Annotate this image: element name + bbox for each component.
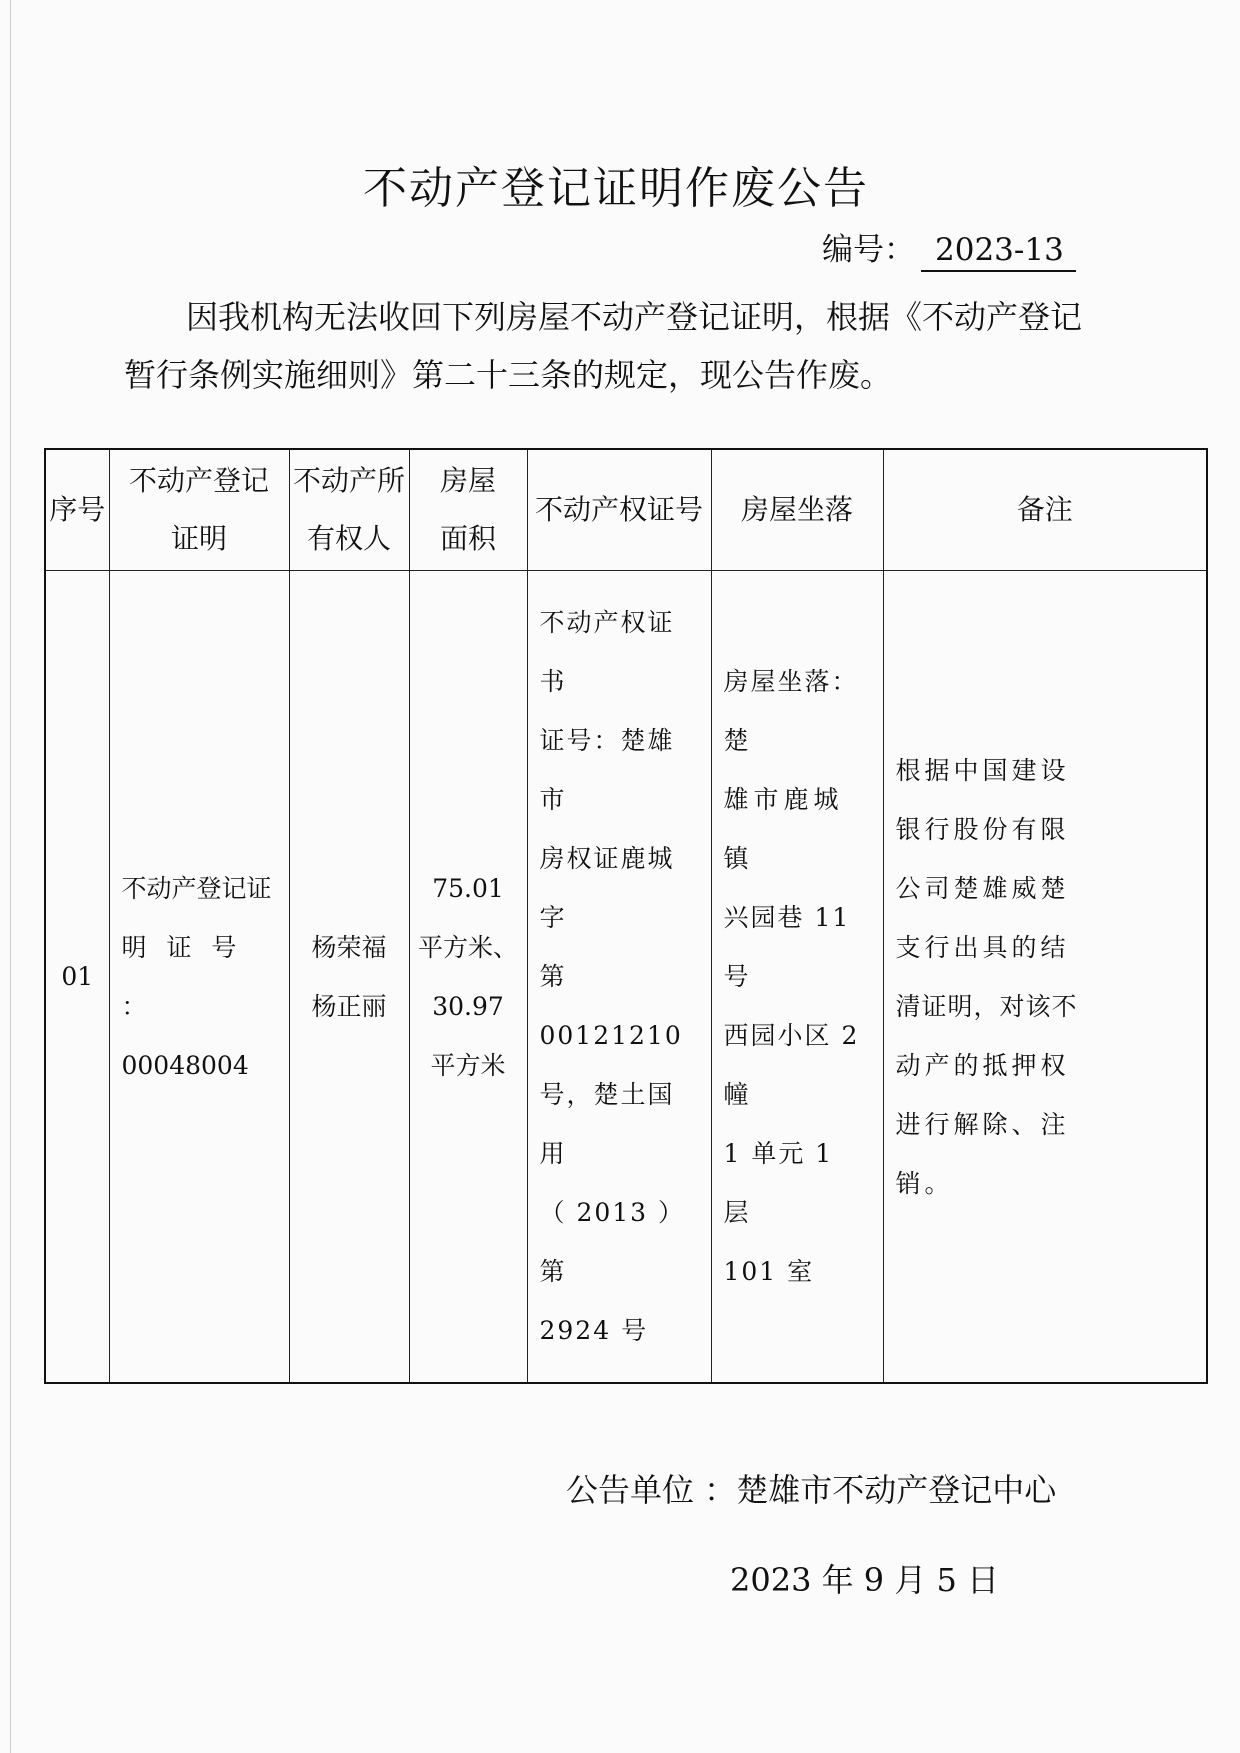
cell-owner: 杨荣福 杨正丽 [289, 571, 409, 1384]
header-area: 房屋 面积 [409, 449, 527, 571]
void-certificate-table [44, 448, 1208, 1384]
issuing-unit-name: 楚雄市不动产登记中心 [736, 1471, 1057, 1509]
page-title: 不动产登记证明作废公告 [363, 163, 869, 214]
serial-value: 2023-13 [921, 232, 1076, 272]
cell-area: 75.01 平方米、 30.97 平方米 [409, 571, 527, 1384]
scan-edge-line [10, 0, 11, 1753]
serial-number [822, 224, 1076, 272]
header-rights-number: 不动产权证号 [527, 449, 711, 571]
table-row [45, 571, 1207, 1384]
issuing-unit-label: 公告单位 ： [566, 1471, 737, 1509]
header-remark: 备注 [883, 449, 1207, 571]
header-certificate: 不动产登记 证明 [109, 449, 289, 571]
cell-remark: 根据中国建设 银行股份有限 公司楚雄威楚 支行出具的结 清证明，对该不 动产的抵押权 进行解除、注 销。 [883, 571, 1207, 1384]
cell-certificate: 不动产登记证 明 证 号 ： 00048004 [109, 571, 289, 1384]
notice-paragraph-line-2: 暂行条例实施细则》第二十三条的规定，现公告作废。 [124, 356, 893, 394]
header-location: 房屋坐落 [711, 449, 883, 571]
cell-location: 房屋坐落：楚 雄市鹿城镇 兴园巷 11 号 西园小区 2 幢 1 单元 1 层 101 室 [711, 571, 883, 1384]
cell-seq: 01 [45, 571, 109, 1384]
header-owner: 不动产所 有权人 [289, 449, 409, 571]
cell-rights-number: 不动产权证书 证号：楚雄市 房权证鹿城字 第 00121210 号，楚土国用 （ 2013 ） 第 2924 号 [527, 571, 711, 1384]
table-header-row [45, 449, 1207, 571]
issue-date: 2023 年 9 月 5 日 [730, 1561, 1000, 1599]
issuing-unit [566, 1465, 1056, 1511]
serial-label: 编号： [822, 232, 915, 268]
header-seq: 序号 [45, 449, 109, 571]
notice-paragraph-line-1: 因我机构无法收回下列房屋不动产登记证明，根据《不动产登记 [186, 298, 1083, 336]
